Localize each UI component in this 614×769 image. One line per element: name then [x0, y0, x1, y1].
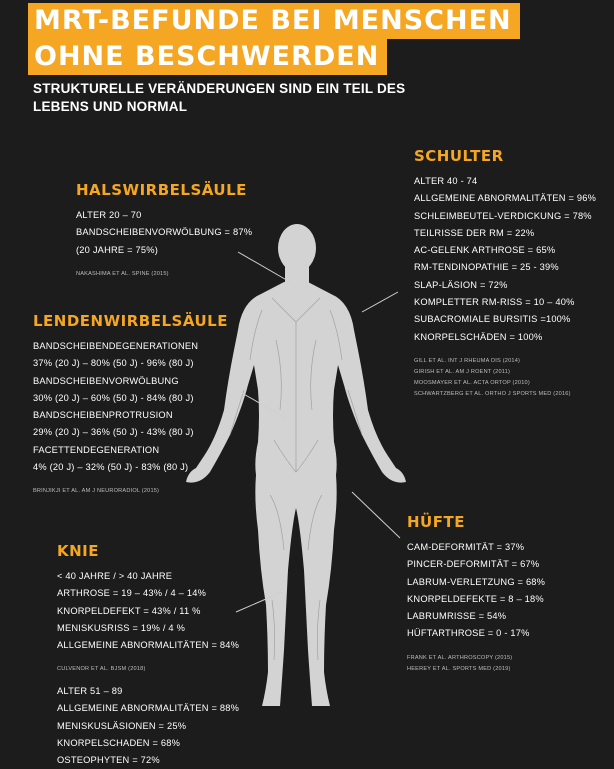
section-schulter: [414, 147, 596, 400]
stat-line: SLAP-LÄSION = 72%: [414, 279, 508, 290]
main-title-line-2: OHNE BESCHWERDEN: [28, 39, 387, 75]
stat-line: MENISKUSLÄSIONEN = 25%: [57, 720, 187, 731]
stat-line: 4% (20 J) – 32% (50 J) - 83% (80 J): [33, 462, 189, 473]
stat-line: AC-GELENK ARTHROSE = 65%: [414, 245, 556, 256]
stat-line: HÜFTARTHROSE = 0 - 17%: [407, 628, 530, 639]
stat-line: ALTER 20 – 70: [76, 210, 142, 220]
section-title: SCHULTER: [414, 147, 504, 165]
section-huefte: [407, 513, 545, 675]
stat-line: ALTER 51 – 89: [57, 686, 123, 696]
stat-line: SCHLEIMBEUTEL-VERDICKUNG = 78%: [414, 210, 592, 221]
stat-line: CAM-DEFORMITÄT = 37%: [407, 542, 525, 552]
stat-line: ALLGEMEINE ABNORMALITÄTEN = 96%: [414, 193, 597, 204]
stat-line: BANDSCHEIBENDEGENERATIONEN: [33, 341, 199, 351]
stat-line: KNORPELSCHADEN = 68%: [57, 737, 181, 748]
stat-line: 30% (20 J) – 60% (50 J) - 84% (80 J): [33, 392, 194, 403]
stat-line: KNORPELDEFEKTE = 8 – 18%: [407, 593, 544, 604]
stat-line: PINCER-DEFORMITÄT = 67%: [407, 559, 540, 570]
stat-line: RM-TENDINOPATHIE = 25 - 39%: [414, 262, 559, 273]
stat-line: BANDSCHEIBENVORWÖLBUNG: [33, 375, 179, 386]
section-knie-older: [57, 683, 239, 769]
stat-line: ALLGEMEINE ABNORMALITÄTEN = 84%: [57, 640, 240, 651]
stat-line: MENISKUSRISS = 19% / 4 %: [57, 622, 186, 633]
stat-line: ARTHROSE = 19 – 43% / 4 – 14%: [57, 588, 207, 599]
stat-line: < 40 JAHRE / > 40 JAHRE: [57, 571, 173, 581]
stat-line: 29% (20 J) – 36% (50 J) - 43% (80 J): [33, 427, 194, 438]
stat-line: 37% (20 J) – 80% (50 J) - 96% (80 J): [33, 358, 194, 369]
section-halswirbelsaeule: [76, 181, 252, 280]
stat-line: KNORPELSCHÄDEN = 100%: [414, 331, 543, 342]
connector-knie: [236, 592, 282, 612]
stat-line: LABRUMRISSE = 54%: [407, 611, 507, 622]
source-citation: FRANK ET AL. ARTHROSCOPY (2015): [407, 654, 513, 661]
main-title-line-1: MRT-BEFUNDE BEI MENSCHEN: [28, 3, 520, 39]
source-citation: CULVENOR ET AL. BJSM (2018): [57, 666, 146, 673]
source-citation: BRINJIKJI ET AL. AM J NEURORADIOL (2015): [33, 488, 160, 495]
stat-line: KNORPELDEFEKT = 43% / 11 %: [57, 605, 201, 616]
source-citation: GILL ET AL. INT J RHEUMA DIS (2014): [414, 357, 521, 364]
connector-huefte: [352, 492, 400, 538]
section-title: HÜFTE: [407, 513, 465, 531]
stat-line: BANDSCHEIBENPROTRUSION: [33, 410, 173, 421]
source-citation: MOOSMAYER ET AL. ACTA ORTOP (2010): [414, 379, 530, 386]
stat-line: SUBACROMIALE BURSITIS =100%: [414, 314, 571, 325]
section-title: LENDENWIRBELSÄULE: [33, 312, 228, 330]
stat-line: ALLGEMEINE ABNORMALITÄTEN = 88%: [57, 703, 240, 714]
stat-line: OSTEOPHYTEN = 72%: [57, 755, 160, 766]
stat-line: KOMPLETTER RM-RISS = 10 – 40%: [414, 297, 575, 308]
stat-line: FACETTENDEGENERATION: [33, 444, 160, 455]
stat-line: BANDSCHEIBENVORWÖLBUNG = 87%: [76, 227, 253, 238]
stat-line: TEILRISSE DER RM = 22%: [414, 227, 535, 238]
section-title: KNIE: [57, 542, 100, 560]
section-lendenwirbelsaeule: [33, 312, 228, 497]
stat-line: (20 JAHRE = 75%): [76, 244, 158, 255]
stat-line: ALTER 40 - 74: [414, 176, 478, 186]
subtitle: STRUKTURELLE VERÄNDERUNGEN SIND EIN TEIL DES LEBENS UND NORMAL: [33, 81, 406, 114]
source-citation: HEEREY ET AL. SPORTS MED (2019): [407, 665, 511, 672]
connector-schulter: [362, 292, 398, 312]
source-citation: SCHWARTZBERG ET AL. ORTHO J SPORTS MED (2016): [414, 390, 571, 397]
connector-lendenwirbelsaeule: [240, 392, 286, 418]
section-knie: [57, 542, 239, 675]
source-citation: GIRISH ET AL. AM J ROENT (2011): [414, 368, 511, 375]
section-title: HALSWIRBELSÄULE: [76, 181, 247, 199]
stat-line: LABRUM-VERLETZUNG = 68%: [407, 576, 546, 587]
source-citation: NAKASHIMA ET AL. SPINE (2015): [76, 270, 169, 277]
